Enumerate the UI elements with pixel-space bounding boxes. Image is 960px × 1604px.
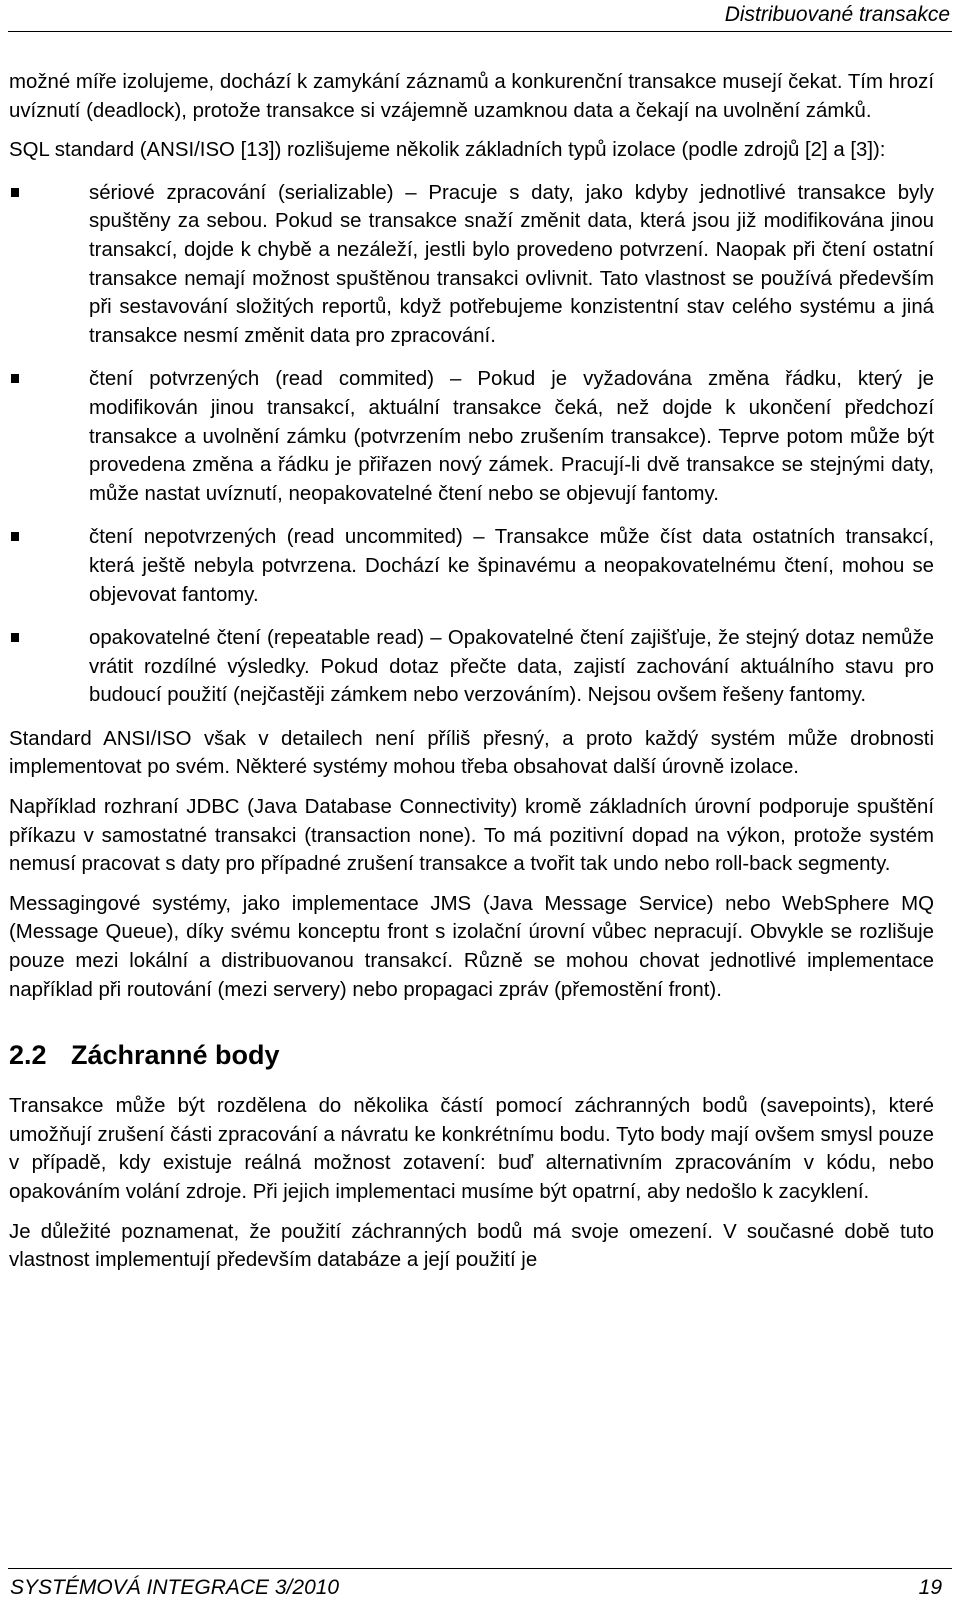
page-body [9, 68, 934, 1275]
paragraph-7: Je důležité poznamenat, že použití záchranných bodů má svoje omezení. V současné době tuto vlastnost implementují především databáze a její použití je [9, 1220, 934, 1272]
square-bullet-icon [11, 532, 19, 541]
page-number: 19 [918, 1576, 942, 1599]
paragraph-4: Například rozhraní JDBC (Java Database Connectivity) kromě základních úrovní podporuje spuštění příkazu v samostatné transakci (transaction none). To má pozitivní dopad na výkon, protože systém nemusí pracovat s daty pro případné zrušení transakce a tvořit tak undo nebo roll-back segmenty. [9, 796, 934, 876]
isolation-levels-list [9, 179, 934, 710]
square-bullet-icon [11, 188, 19, 197]
list-item-text: čtení nepotvrzených (read uncommited) – Transakce může číst data ostatních transakcí, která ještě nebyla potvrzena. Dochází ke špinavému a neopakovatelnému čtení, mohou se objevovat fantomy. [89, 526, 934, 606]
paragraph-3: Standard ANSI/ISO však v detailech není příliš přesný, a proto každý systém může drobnosti implementovat po svém. Některé systémy mohou třeba obsahovat další úrovně izolace. [9, 727, 934, 779]
paragraph-2: SQL standard (ANSI/ISO [13]) rozlišujeme několik základních typů izolace (podle zdrojů [2] a [3]): [9, 139, 886, 162]
list-item [9, 365, 934, 508]
footer-rule [8, 1568, 952, 1569]
section-title: Záchranné body [71, 1040, 280, 1071]
square-bullet-icon [11, 633, 19, 642]
paragraph-6: Transakce může být rozdělena do několika částí pomocí záchranných bodů (savepoints), které umožňují zrušení části zpracování a návratu ke konkrétnímu bodu. Tyto body mají ovšem smysl pouze v případě, kdy existuje reálná možnost zotavení: buď alternativním zpracováním v kódu, nebo opakováním volání zdroje. Při jejich implementaci musíme být opatrní, aby nedošlo k zacyklení. [9, 1095, 934, 1203]
list-item [9, 179, 934, 351]
paragraph-1: možné míře izolujeme, dochází k zamykání záznamů a konkurenční transakce musejí čekat. Tím hrozí uvíznutí (deadlock), protože transakce si vzájemně uzamknou data a čekají na uvolnění zámků. [9, 71, 934, 122]
list-item-text: opakovatelné čtení (repeatable read) – Opakovatelné čtení zajišťuje, že stejný dotaz nemůže vrátit rozdílné výsledky. Pokud dotaz přečte data, zajistí zachování aktuálního stavu pro budoucí použití (nejčastěji zámkem nebo verzováním). Nejsou ovšem řešeny fantomy. [89, 627, 934, 707]
section-number: 2.2 [9, 1040, 47, 1071]
section-heading [9, 1038, 934, 1072]
header-rule [8, 31, 952, 32]
running-header: Distribuované transakce [724, 3, 950, 26]
paragraph-5: Messagingové systémy, jako implementace JMS (Java Message Service) nebo WebSphere MQ (Message Queue), díky svému konceptu front s izolační úrovní vůbec nepracují. Obvykle se rozlišuje pouze mezi lokální a distribuovanou transakcí. Různě se mohou chovat jednotlivé implementace například při routování (mezi servery) nebo propagaci zpráv (přemostění front). [9, 892, 934, 1001]
square-bullet-icon [11, 374, 19, 383]
list-item [9, 523, 934, 609]
list-item-text: čtení potvrzených (read commited) – Pokud je vyžadována změna řádku, který je modifikován jinou transakcí, aktuální transakce čeká, než dojde k ukončení předchozí transakce a uvolnění zámku (potvrzením nebo zrušením transakce). Teprve potom může být provedena změna a řádku je přiřazen nový zámek. Pracují-li dvě transakce se stejnými daty, může nastat uvíznutí, neopakovatelné čtení nebo se objevují fantomy. [89, 368, 934, 505]
footer-publication: SYSTÉMOVÁ INTEGRACE 3/2010 [10, 1576, 340, 1599]
list-item [9, 624, 934, 710]
list-item-text: sériové zpracování (serializable) – Pracuje s daty, jako kdyby jednotlivé transakce byly spuštěny za sebou. Pokud se transakce snaží změnit data, která jsou již modifikována jinou transakcí, dojde k chybě a nezáleží, jestli bylo provedeno potvrzení. Naopak při čtení ostatní transakce nemají možnost spuštěnou transakci ovlivnit. Tato vlastnost se používá především při sestavování složitých reportů, když potřebujeme konzistentní stav celého systému a jiná transakce nesmí změnit data pro zpracování. [89, 181, 934, 347]
